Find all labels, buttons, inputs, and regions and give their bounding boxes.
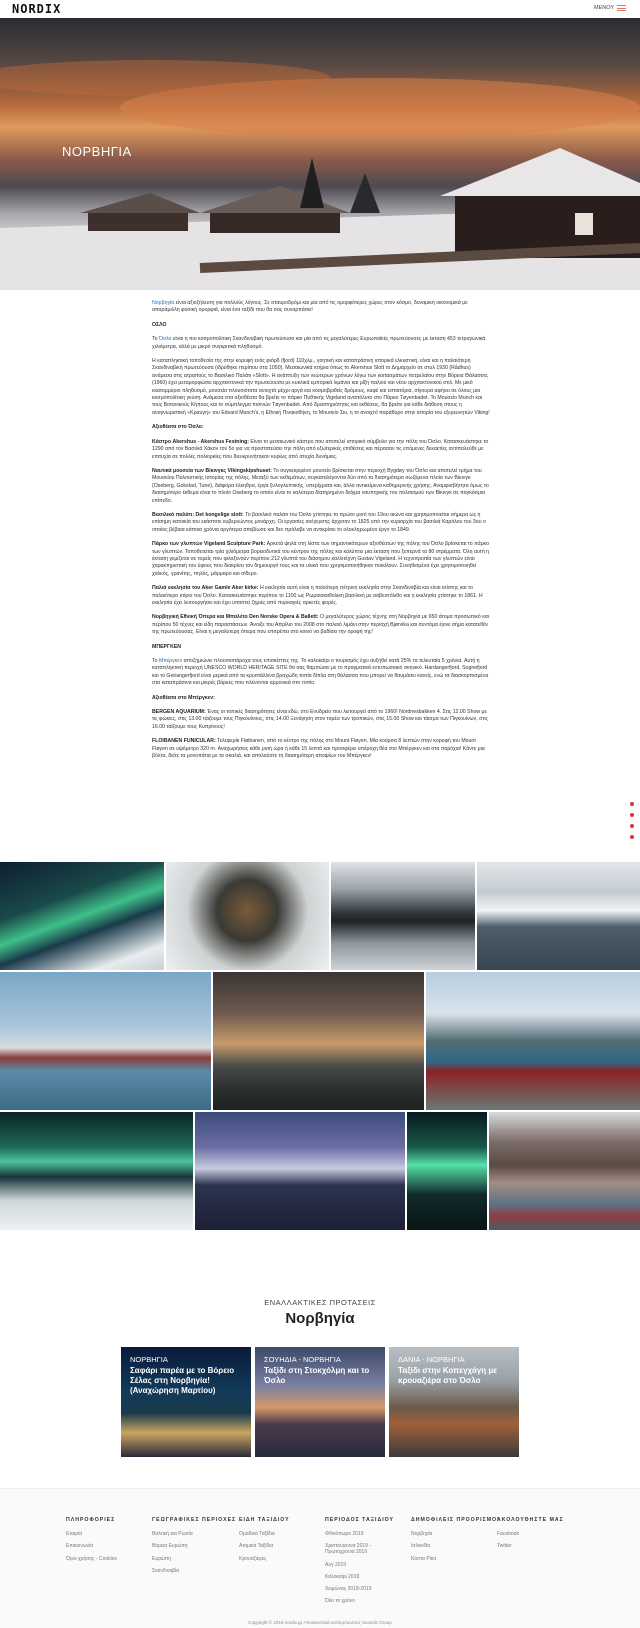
bergen-link[interactable]: Μπέργκεν <box>158 658 183 665</box>
footer-link[interactable]: Ευρώπη <box>152 1555 171 1562</box>
gallery-image-aurora-forest[interactable] <box>407 1112 487 1230</box>
nav-dot[interactable] <box>630 802 634 806</box>
alternative-card[interactable] <box>389 1347 519 1457</box>
footer-link[interactable]: Ισλανδία <box>411 1543 431 1550</box>
footer-link[interactable]: Χριστούγεννα 2019 - Πρωτοχρονιά 2019 <box>325 1543 371 1556</box>
sight-item: Βασιλικό παλάτι: Det kongelige slott: Το βασιλικό παλάτι του Όσλο χτίστηκε το πρώτο μισό του 19ου αιώνα και χρησιμοποιείται σήμερα ως η επίσημη κατοικία του εκάστοτε κυβερνώντος μονάρχη. Οι εργασίες ανέγερσης άρχισαν το 1825 υπό την κυριαρχία του βασιλιά Καρόλου του 3ου ο οποίος βέβαια κάποια χρόνια αργότερα απεβίωσε και δεν πρόλαβε να αντικρίσει το ολοκληρωμένο έργο το 1849. <box>152 511 486 533</box>
footer-column-social: ΑΚΟΛΟΥΘΗΣΤΕ ΜΑΣ Facebook Twitter <box>497 1517 564 1550</box>
footer-link[interactable]: Επικοινωνία <box>66 1543 94 1550</box>
footer-link[interactable]: Βαλτική και Ρωσία <box>152 1531 193 1537</box>
logo[interactable]: NORDIX <box>12 2 62 16</box>
nav-dot[interactable] <box>630 835 634 839</box>
oslo-paragraph-1: Το Όσλο είναι η πιο κοσμοπολίτικη Σκανδιναβική πρωτεύουσα και μία από τις μεγαλύτερες Ευρωπαϊκές πρωτεύουσες με έκταση 453 τετραγωνικά χιλιόμετρα, αλλά με μικρό συγκριτικά πληθυσμό. <box>152 336 486 350</box>
card-category: ΔΑΝΙΑ - ΝΟΡΒΗΓΙΑ <box>398 1355 465 1364</box>
oslo-paragraph-2: Η καταπληκτική τοποθεσία της στην κορυφή ενός φιόρδ (fjord) 110χλμ., γοητική και καταπράσινη ιστορικά ελκυστική, είναι και η παλαιότερη Σκανδιναβική πρωτεύουσα (ιδρύθηκε περίπου στα 1050). Μεσαιωνικά κτήρια όπως το Akershus Slott το Δημαρχείο σε στυλ 1930 (Rådhus) ανάμεσα στις ατραπούς το Βασιλικό Παλάτι «Slott». Η ανάπτυξη των νεώτερων χρόνων λόγω των κοιτασμάτων πετρελαίου στην Βόρεια Θάλασσα, (1960) έχει μεταμορφώσει αρχιτεκτονικά την πρωτεύουσα με κυκλικά εμπορικά λιμάνια και μίξη παλιού και νέου αρχιτεκτονικού στιλ. Με μικό εκατομμύριο πληθυσμό, μουσεία πλουσιότατα ανοιχτά μέχρι αργά και κοσμοβριθείς δρόμους, καφέ και εστιατόρια, σίγουρα αφήνει σε όλους μια κοσμοπολίτικη γεύση. Ανάμεσα στα αξιοθέατα θα βρείτε το πάρκο Πυθτικής Vigeland αναπόλυτο στο Πάρκο Tøyenbadet. Το Μουσείο Munch και τους Βοτανικούς Κήπους και το σύμπλεγμα πισινών Tøyenbadet. Από δραστηριότητες και εκθέσεις, θα βρείτε για κάθε διάθεση στους η αναγνωριστική «Κραυγή» του Edvard Munch's, η Εθνική Πινακοθήκη, το Μουσείο Σκι, η το ανοιχτό παράθυρο στην ιστορία του εξερευνητών Viking! <box>152 358 490 416</box>
footer-link[interactable]: Ομαδικά Ταξίδια <box>239 1531 275 1537</box>
sight-item: Νορβηγική Εθνική Όπερα και Μπαλέτο Den Norske Opera & Ballett: Ο μεγαλύτερος χώρος τέχνης στη Νορβηγία με 650 άτομα προσωπικό και περίπου 50 τέχνες και είδη παραστάσεων. Άνοιξε του Απρίλιο του 2008 στο παλαιό λιμάνι στην περιοχή Bjørvika και συντόμα έγινε σήμα κατατεθέν της πρωτεύουσας. Είναι η μεγαλύτερη όπερα που επιτρέπει στο κοινό να βαδίσει την οροφή της! <box>152 614 489 636</box>
gallery-image-snowy-fjord[interactable] <box>477 862 640 970</box>
alternative-card[interactable] <box>121 1347 251 1457</box>
footer-link[interactable]: Φθινόπωρο 2019 <box>325 1531 364 1537</box>
alternatives-subtitle: ΕΝΑΛΛΑΚΤΙΚΕΣ ΠΡΟΤΑΣΕΙΣ <box>264 1298 376 1307</box>
footer-link[interactable]: Κρουαζιέρες <box>239 1555 267 1562</box>
site-footer <box>0 1488 640 1628</box>
norway-link[interactable]: Νορβηγία <box>152 300 175 306</box>
footer-link[interactable]: Αυγ 2019 <box>325 1561 347 1568</box>
card-title[interactable]: Σαφάρι παρέα με το Βόρειο Σέλας στη Νορβηγία! (Αναχώρηση Μαρτίου) <box>130 1366 235 1395</box>
menu-label: ΜΕΝΟΥ <box>594 5 614 11</box>
footer-link[interactable]: Ατομικά Ταξίδια <box>239 1543 274 1550</box>
footer-column-info: ΠΛΗΡΟΦΟΡΙΕΣ Εταιρία Επικοινωνία Όροι χρήσης - Cookies <box>66 1517 118 1562</box>
nav-dot[interactable] <box>630 824 634 828</box>
copyright: Copyright © 2019 nordix.gr Αποκλειστικά αντιπρόσωπος Scandic Group <box>248 1620 392 1625</box>
gallery-image-red-cabin-lofoten[interactable] <box>426 972 640 1110</box>
footer-column-trip-types: ΕΙΔΗ ΤΑΞΙΔΙΟΥ Ομαδικά Ταξίδια Ατομικά Ταξίδια Κρουαζιέρες <box>239 1517 290 1562</box>
bergen-heading: ΜΠΕΡΓΚΕΝ <box>152 643 182 650</box>
footer-link[interactable]: Βόρεια Ευρώπη <box>152 1543 188 1550</box>
gallery-image-village-mountain[interactable] <box>489 1112 640 1230</box>
gallery-image-harbour-ship[interactable] <box>0 972 211 1110</box>
footer-column-regions: ΓΕΩΓΡΑΦΙΚΕΣ ΠΕΡΙΟΧΕΣ Βαλτική και Ρωσία Βόρεια Ευρώπη Ευρώπη Σκανδιναβία <box>152 1517 237 1574</box>
card-category: ΣΟΥΗΔΙΑ - ΝΟΡΒΗΓΙΑ <box>264 1355 341 1364</box>
gallery-image-ship-bow-fjord[interactable] <box>195 1112 405 1230</box>
card-title[interactable]: Ταξίδι στην Κοπεγχάγη με κρουαζιέρα στο Όσλο <box>398 1366 498 1385</box>
oslo-heading: ΟΣΛΟ <box>152 321 167 328</box>
oslo-sights-heading: Αξιοθέατα στο Όσλο: <box>152 424 204 431</box>
facebook-link[interactable]: Facebook <box>497 1531 519 1537</box>
site-header <box>0 0 640 18</box>
sight-item: BERGEN AQUARIUM: Ένας οι τοπικές διασημότητες είναι εδώ, στο Ενυδρείο που λειτουργεί από το 1960! Nordnesbakken 4. Στις 12.00 Show με τις φώκιες, στις 13.00 τάιζουμε τους Πιγκουίνους, στις 14.00 Ξενάγηση στον τομέα των τροπικών, στις 15.00 Show και τάισμα των Πιγκουίνων, στις 16.00 ταΐζουμε τους Κυπρίνους! <box>152 709 488 730</box>
intro-paragraph: Νορβηγία είναι αξιοζήλευτη για πολλούς λόγους. Σε σταυροδρόμι και μία από τις ομορφότερες χώρες στον κόσμο, δυναμική οικονομικά με απαράμιλλη φυσική ομορφιά, είναι ένα ταξίδι που θα σας συναρπάσει! <box>152 300 468 314</box>
alternatives-title: Νορβηγία <box>285 1310 355 1327</box>
sight-item: Πάρκο των γλυπτών Vigeland Sculpture Park: Αρκετά ψηλά στη λίστα των σημαντικότερων αξιοθέατων της πόλης του Όσλο βρίσκεται το πάρκο των γλυπτών. Τοποθετείται τρία χιλιόμετρα βορειοδυτικά του κέντρου της πόλης και καλύπτει μια έκταση που ξεπερνά τα 80 στρέμματα. Όλη αυτή η έκταση γεμίζεται σε τομείς που φιλοξενούν περίπου 212 γλυπτά του διάσημου καλλιτέχνη Gustav Vigeland. Η τεχνοτροπία των γλυπτών είναι χαρακτηριστική του ύφους που διακρίνει τον δημιουργό τους και τα υλικά που χρησιμοποιήθηκαν ποικίλουν. Συνηθισμένα έχει χρησιμοποιηθεί χαλκός, γρανίτης, πηλός, μάρμαρο και σίδερο. <box>152 541 490 577</box>
sight-item: Κάστρο Akershus - Akershus Festning: Είναι το μεσαιωνικό κάστρο που αποτελεί ιστορικό σύμβολο για την πόλη του Όσλο. Κατασκευάστηκε το 1290 από τον Βασιλιά Χάκον τον 5ο για να προστατεύσει την πόλη από εξωτερικές επιθέσεις και πέρασαν τις επόμενες δεκαετίες αντιπαλεύθε με επιτυχία σε πολλές πολιορκίες που διευκρυνήτηκαν κυρίως από ατυχία δυνάμεις. <box>152 438 489 460</box>
alternative-card[interactable] <box>255 1347 385 1457</box>
menu-button[interactable] <box>594 5 626 11</box>
footer-link[interactable]: Χειμώνας 2018-2019 <box>325 1586 372 1593</box>
footer-link[interactable]: Νορβηγία <box>411 1531 433 1537</box>
footer-link[interactable]: Καλοκαίρι 2019 <box>325 1573 360 1580</box>
hamburger-icon <box>617 5 626 11</box>
gallery-image-frosted-trees[interactable] <box>166 862 329 970</box>
footer-link[interactable]: Όλο το χρόνο <box>325 1598 356 1605</box>
sight-item: Παλιά εκκλησία του Aker Gamle Aker kirke: Η εκκλησία αυτή είναι η παλιότερη πέτρινη εκκλησία στην Σκανδιναβία και είναι κτίστης και το παλαιότερο κτίριο του Όσλο. Κατασκευάστηκε περίπου το 1100 ως Ρωμαιοκαθολική βασιλική με ασβεστόλιθο και η εκκλησία χτίστηκε το 1861. Η εκκλησία έχει λειτουργήσει και έχει υποστεί ζημιές από πυρκαγιές αρκετές φορές. <box>152 585 483 606</box>
footer-column-popular: ΔΗΜΟΦΙΛΕΙΣ ΠΡΟΟΡΙΣΜΟΙ Νορβηγία Ισλανδία Κόστα Ρίκα <box>411 1517 500 1562</box>
bergen-paragraph-1: Το Μπέργκεν αποζημιώνει πλουσιοπάροχα τους επισκέπτες της. Το καλοκαίρι ο τουρισμός έχει αυξηθεί κατά 25% τα τελευταία 5 χρόνια. Αυτή η καταπληκτική περιοχή UNESCO WORLD HERITAGE SITE θα σας θαμπώσει με το πραγματικά εντυπωσιακό σκηνικό. Hardangerfjord, Sognefjord και το Geirangerfjord είναι μερικά από τα κρυστάλλινα βραχώδη τοπία δίπλα στη θάλασσα που μπορεί να θαυμάσει κανείς, ενώ τα διασκορπισμένα στα καταπράσινα και μικρές βάρκες που πλένονται αρμονικά στο τοπίο. <box>152 658 489 687</box>
gallery-image-house-under-mountain[interactable] <box>213 972 424 1110</box>
twitter-link[interactable]: Twitter <box>497 1543 512 1550</box>
footer-link[interactable]: Όροι χρήσης - Cookies <box>66 1555 118 1562</box>
article-content <box>152 300 492 768</box>
footer-column-periods: ΠΕΡΙΟΔΟΣ ΤΑΞΙΔΙΟΥ Φθινόπωρο 2019 Χριστούγεννα 2019 - Πρωτοχρονιά 2019 Αυγ 2019 Καλοκαίρι 2019 Χειμώνας 2018-2019 Όλο το χρόνο <box>325 1517 400 1611</box>
sight-item: FLOIBANEN FUNICULAR: Τελεφερίκ Fløibanen, από το κέντρο της πόλης στο Mount Fløyen. Μία κούρσα 8 λεπτών στην κορυφή του Mount Fløyen σε υψόμετρο 320 m. Αναχωρήσεις κάθε μισή ώρα ή κάθε 15 λεπτά και προσφέρει υπέροχη θέα στο Μπέργκεν και στα παρόχια! Κάντε μια βόλτα, δείτε τα μονοπάτια με τα σκαλιά, και απολαύστε τη διασημότερη αποψίων του Μπέργκεν! <box>152 738 485 760</box>
footer-link[interactable]: Σκανδιναβία <box>152 1567 180 1574</box>
section-nav-dots <box>630 802 634 839</box>
footer-link[interactable]: Κόστα Ρίκα <box>411 1555 437 1562</box>
page-title: ΝΟΡΒΗΓΙΑ <box>62 144 132 159</box>
gallery-image-aurora-dog-sled[interactable] <box>0 1112 193 1230</box>
bergen-sights-heading: Αξιοθέατα στο Μπέργκεν: <box>152 694 215 701</box>
footer-link[interactable]: Εταιρία <box>66 1531 83 1537</box>
gallery-image-mountain-reflection[interactable] <box>331 862 475 970</box>
oslo-link[interactable]: Όσλο <box>158 336 172 343</box>
hero-banner <box>0 18 640 290</box>
card-category: ΝΟΡΒΗΓΙΑ <box>130 1355 168 1364</box>
nav-dot[interactable] <box>630 813 634 817</box>
card-title[interactable]: Ταξίδι στη Στοκχόλμη και το Όσλο <box>264 1366 370 1385</box>
gallery-image-aurora-over-snow[interactable] <box>0 862 164 970</box>
sight-item: Ναυτικά μουσεία των Βίκινγκς Vikingskipshuset: Το συγκεκριμένο μουσείο βρίσκεται στην περιοχή Bygdøy του Όσλο και αποτελεί τμήμα του Μουσείου Πολιτιστικής Ιστορίας της πόλης. Μεταξύ των εκθεμάτων, συγκαταλέγονται δύο από τα διασημότερα σωζόμενα πλοία των Βίκινγκ (Oseberg, Gokstad, Tune), διάφορα έλκηθρα, έργα ξυλογλυπτικής, υπερίχματα και, άλλα αντικείμενα καθημερινής χρήσης. Αναμφισβήτητα όμως το διασημότερο έκθεμα είναι το πλοίο Oseberg το οποίο είναι το καλύτερα διατηρημένο δείγμα ναυπηγικής του πολιτισμού των Βίκινγκ σε παγκόσμια επίπεδο. <box>152 467 489 504</box>
